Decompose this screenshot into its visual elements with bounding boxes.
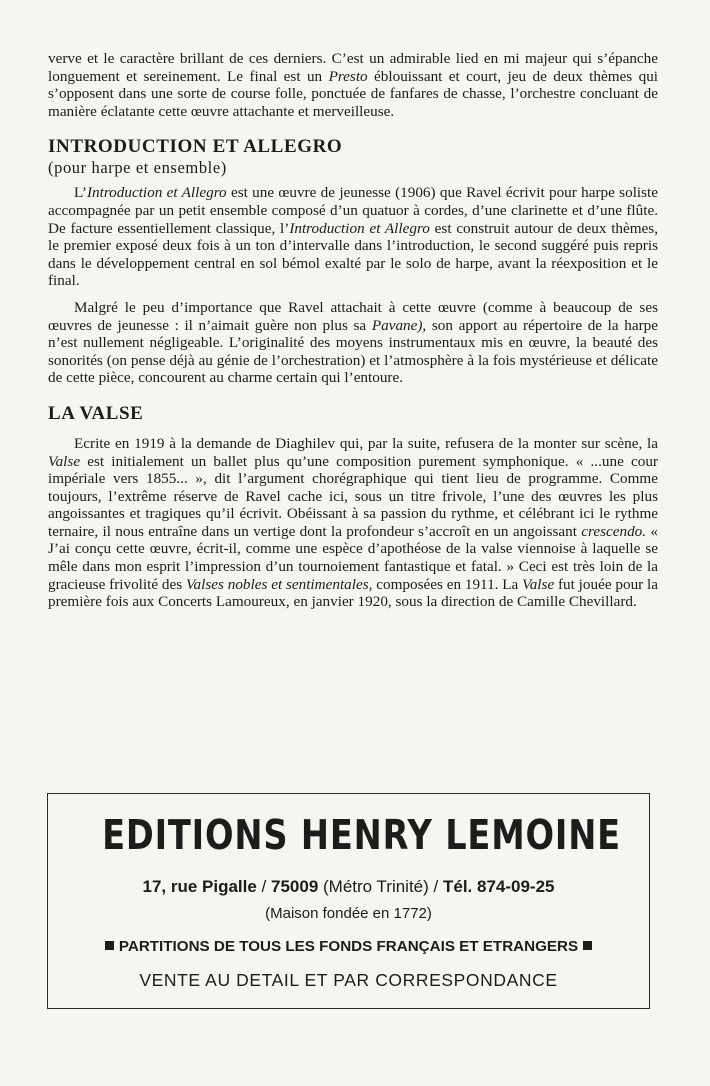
publisher-advertisement <box>47 793 650 1009</box>
publisher-address <box>48 876 649 898</box>
text-run: Malgré le peu d’importance que Ravel attachait à cette œuvre (comme à beaucoup de ses œuvres de jeunesse : il n’aimait guère non plus sa <box>48 298 658 334</box>
text-run: fut jouée pour la première fois aux Concerts Lamoureux, en janvier 1920, sous la direction de Camille Chevillard. <box>48 575 658 611</box>
text-run: est une œuvre de jeunesse (1906) que Ravel écrivit pour harpe soliste accompagnée par un petit ensemble composé d’un quatuor à cordes, d’une clarinette et d’une flûte. De facture essentiellement classique, l’ <box>48 184 658 237</box>
italic-term: crescendo. <box>581 522 647 540</box>
italic-term: Presto <box>328 67 368 85</box>
square-bullet-icon <box>583 941 592 950</box>
text-run: verve et le caractère brillant de ces derniers. C’est un admirable lied en mi majeur qui s’épanche longuement et sereinement. Le final est un <box>48 50 658 85</box>
partitions-text: PARTITIONS DE TOUS LES FONDS FRANÇAIS ET ETRANGERS <box>118 938 579 955</box>
partitions-line <box>48 936 649 958</box>
square-bullet-icon <box>105 941 114 950</box>
section-title: INTRODUCTION ET ALLEGRO <box>48 136 343 158</box>
text-run: Ecrite en 1919 à la demande de Diaghilev qui, par la suite, refusera de la monter sur scène, la <box>74 434 658 452</box>
text-run: éblouissant et court, jeu de deux thèmes qui s’opposent dans une sorte de course folle, ponctuée de fanfares de chasse, l’orchestre concluant de manière éclatante cette œuvre attachante et merveilleuse. <box>48 67 659 120</box>
italic-term: Valse <box>48 452 81 470</box>
street-address: 17, rue Pigalle <box>142 877 257 896</box>
page-content <box>48 50 658 611</box>
separator: / <box>256 877 271 896</box>
body-paragraph <box>48 184 658 290</box>
section-introduction-et-allegro <box>48 136 658 387</box>
text-run: « J’ai conçu cette œuvre, écrit-il, comme une espèce d’apothéose de la valse viennoise à laquelle se mêle dans mon esprit l’impression d’un tournoiement fantastique et fatal. » Ceci est très loin de la gracieuse frivolité des <box>48 522 658 593</box>
section-subtitle: (pour harpe et ensemble) <box>48 158 227 178</box>
italic-term: Introduction et Allegro <box>289 219 430 237</box>
text-run: est construit autour de deux thèmes, le premier exposé deux fois à un ton d’intervalle dans l’introduction, le second suggéré puis repris dans le développement central en sol bémol exalté par le solo de harpe, avant la réexposition et le final. <box>48 219 659 290</box>
body-paragraph <box>48 435 658 611</box>
text-run: son apport au répertoire de la harpe n’est nullement négligeable. L’originalité des moyens instrumentaux mis en œuvre, la beauté des sonorités (on pense déjà au génie de l’orchestration) et l’atmosphère à la fois mystérieuse et délicate de cette pièce, concourent au charme certain qui l’entoure. <box>48 316 659 387</box>
phone-number: Tél. 874-09-25 <box>442 877 555 896</box>
italic-term: Introduction et Allegro <box>86 184 227 202</box>
publisher-name: EDITIONS HENRY LEMOINE <box>102 811 621 859</box>
italic-term: Valse <box>522 575 555 593</box>
section-title: LA VALSE <box>48 402 144 424</box>
intro-paragraph <box>48 50 658 120</box>
vente-line: VENTE AU DETAIL ET PAR CORRESPONDANCE <box>139 970 558 990</box>
separator: / <box>433 877 443 896</box>
section-la-valse <box>48 403 658 611</box>
italic-term: Valses nobles et sentimentales, <box>185 575 373 593</box>
text-run: composées en 1911. La <box>372 575 523 593</box>
metro-station: (Métro Trinité) <box>318 877 434 896</box>
postcode: 75009 <box>271 877 319 896</box>
founded-note: (Maison fondée en 1772) <box>265 905 432 922</box>
text-run: L’ <box>74 184 87 202</box>
text-run: est initialement un ballet plus qu’une composition purement symphonique. « ...une cour impériale vers 1855... », dit l’argument chorégraphique qui tient lieu de programme. Comme toujours, l’extrême réserve de Ravel cache ici, sous un titre frivole, l’une des œuvres les plus angoissantes et tragiques qu’il écrivit. Obéissant à sa passion du rythme, et célébrant ici le rythme ternaire, il nous entraîne dans un vertige dont la profondeur s’accroît en un angoissant <box>48 452 658 540</box>
italic-term: Pavane), <box>371 316 427 334</box>
body-paragraph <box>48 299 658 387</box>
